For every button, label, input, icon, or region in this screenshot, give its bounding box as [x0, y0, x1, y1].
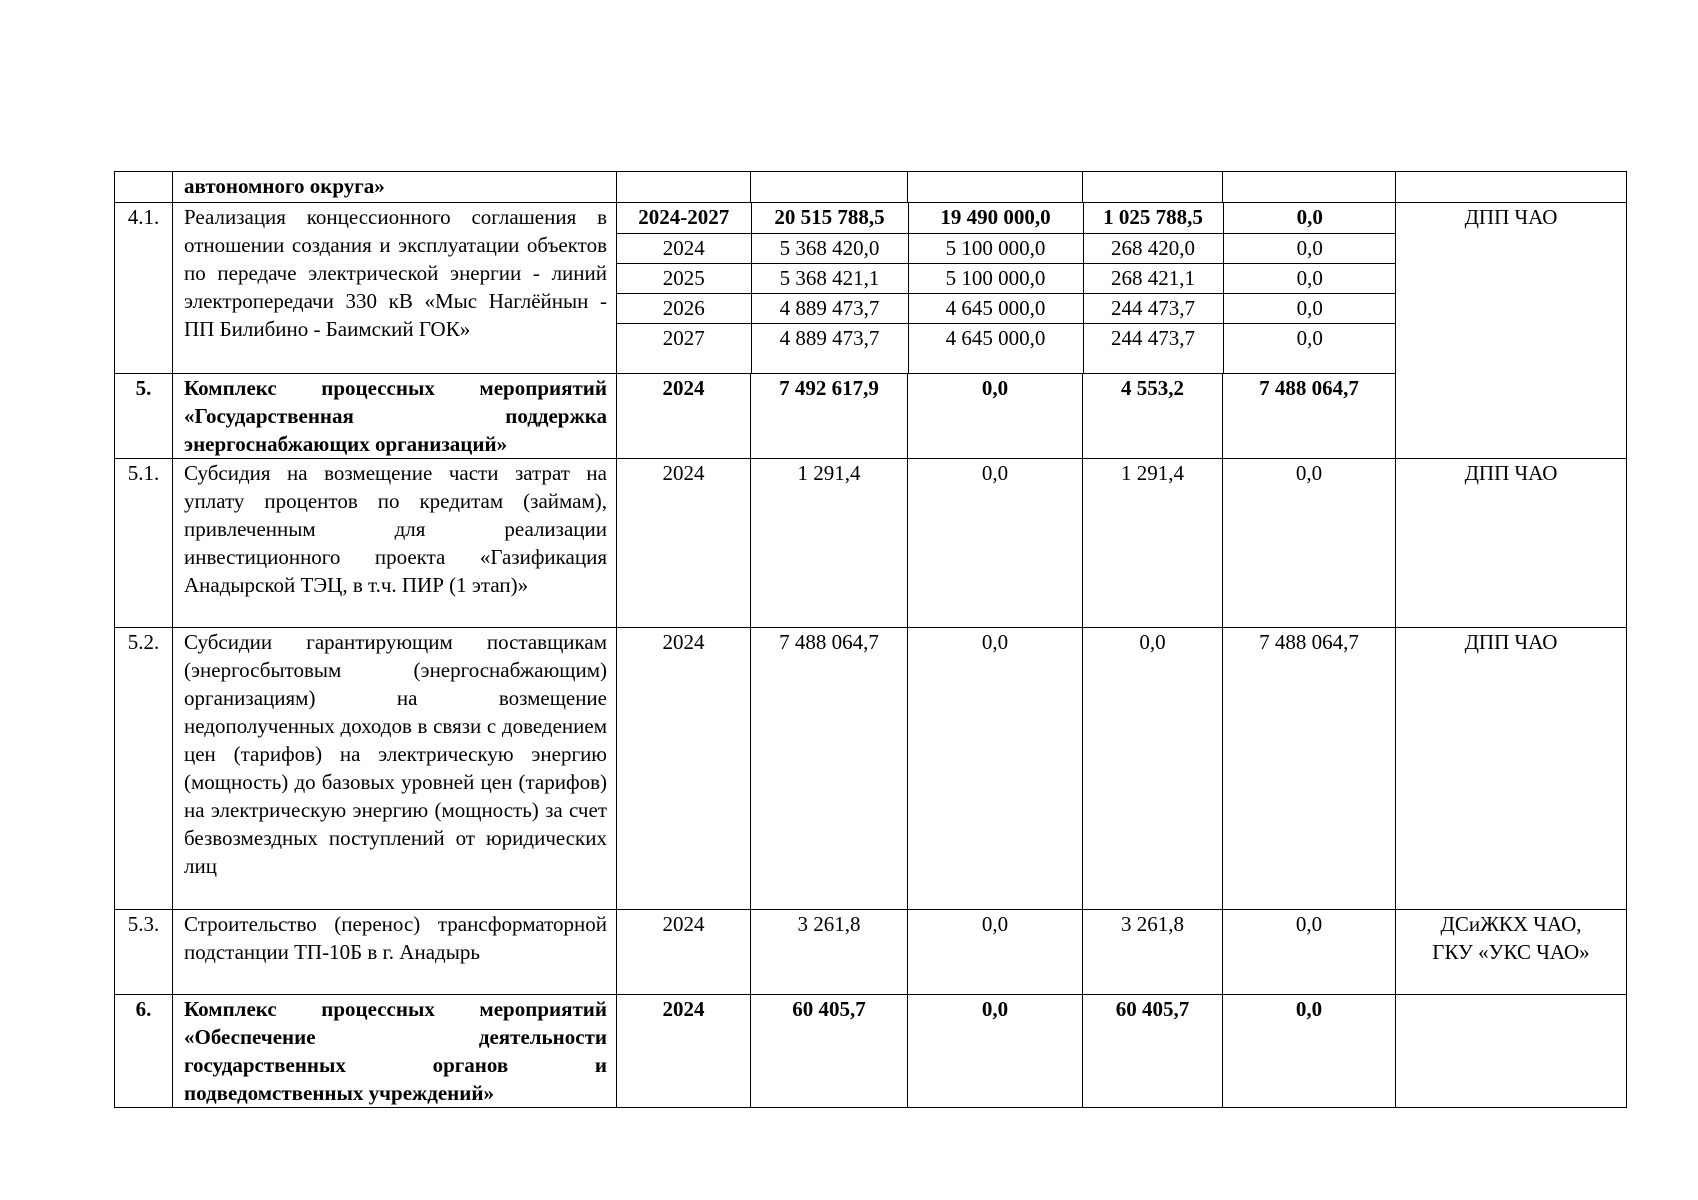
executor: ДПП ЧАО: [1396, 203, 1627, 374]
table-row: 2026 4 889 473,7 4 645 000,0 244 473,7 0,0: [617, 293, 1396, 323]
row-description: Реализация концессионного соглашения в отношении создания и эксплуатации объектов по передаче электрической энергии - линий электропередачи 330 кВ «Мыс Наглёйнын - ПП Билибино - Баимский ГОК»: [173, 203, 617, 374]
row-description: Субсидия на возмещение части затрат на уплату процентов по кредитам (займам), привлеченным для реализации инвестиционного проекта «Газификация Анадырской ТЭЦ, в т.ч. ПИР (1 этап)»: [173, 459, 617, 628]
row-number: 5.1.: [115, 459, 173, 628]
funding-table: [114, 171, 1627, 1108]
executor: ДПП ЧАО: [1396, 628, 1627, 910]
table-row: 2027 4 889 473,7 4 645 000,0 244 473,7 0,0: [617, 323, 1396, 373]
table-row: 5.1. Субсидия на возмещение части затрат на уплату процентов по кредитам (займам), привлеченным для реализации инвестиционного проекта «Газификация Анадырской ТЭЦ, в т.ч. ПИР (1 этап)» 2024 1 291,4 0,0 1 291,4 0,0 ДПП ЧАО: [115, 459, 1627, 628]
row-number: 5.2.: [115, 628, 173, 910]
row-number: 5.: [115, 374, 173, 459]
row-number: 4.1.: [115, 203, 173, 374]
table-row: 2024-2027 20 515 788,5 19 490 000,0 1 025 788,5 0,0: [617, 203, 1396, 233]
row-description: Субсидии гарантирующим поставщикам (энергосбытовым (энергоснабжающим) организациям) на возмещение недополученных доходов в связи с доведением цен (тарифов) на электрическую энергию (мощность) до базовых уровней цен (тарифов) на электрическую энергию (мощность) за счет безвозмездных поступлений от юридических лиц: [173, 628, 617, 910]
table-row: 2025 5 368 421,1 5 100 000,0 268 421,1 0,0: [617, 263, 1396, 293]
executor: ДПП ЧАО: [1396, 459, 1627, 628]
yearly-breakdown: [617, 203, 1396, 373]
row-description: Комплекс процессных мероприятий «Обеспечение деятельности государственных органов и подведомственных учреждений»: [173, 995, 617, 1108]
table-row: [115, 203, 1627, 374]
table-row: 6. Комплекс процессных мероприятий «Обеспечение деятельности государственных органов и подведомственных учреждений» 2024 60 405,7 0,0 60 405,7 0,0: [115, 995, 1627, 1108]
table-row: 5. Комплекс процессных мероприятий «Государственная поддержка энергоснабжающих организаций» 2024 7 492 617,9 0,0 4 553,2 7 488 064,7: [115, 374, 1627, 459]
row-description: автономного округа»: [173, 172, 617, 203]
row-number: 6.: [115, 995, 173, 1108]
executor: ДСиЖКХ ЧАО, ГКУ «УКС ЧАО»: [1396, 910, 1627, 995]
row-description: Строительство (перенос) трансформаторной подстанции ТП-10Б в г. Анадырь: [173, 910, 617, 995]
table-row: 2024 5 368 420,0 5 100 000,0 268 420,0 0,0: [617, 233, 1396, 263]
table-row: [115, 172, 1627, 203]
row-description: Комплекс процессных мероприятий «Государственная поддержка энергоснабжающих организаций»: [173, 374, 617, 459]
table-row: 5.2. Субсидии гарантирующим поставщикам (энергосбытовым (энергоснабжающим) организациям) на возмещение недополученных доходов в связи с доведением цен (тарифов) на электрическую энергию (мощность) до базовых уровней цен (тарифов) на электрическую энергию (мощность) за счет безвозмездных поступлений от юридических лиц 2024 7 488 064,7 0,0 0,0 7 488 064,7 ДПП ЧАО: [115, 628, 1627, 910]
table-row: 5.3. Строительство (перенос) трансформаторной подстанции ТП-10Б в г. Анадырь 2024 3 261,8 0,0 3 261,8 0,0 ДСиЖКХ ЧАО, ГКУ «УКС ЧАО»: [115, 910, 1627, 995]
row-number: 5.3.: [115, 910, 173, 995]
